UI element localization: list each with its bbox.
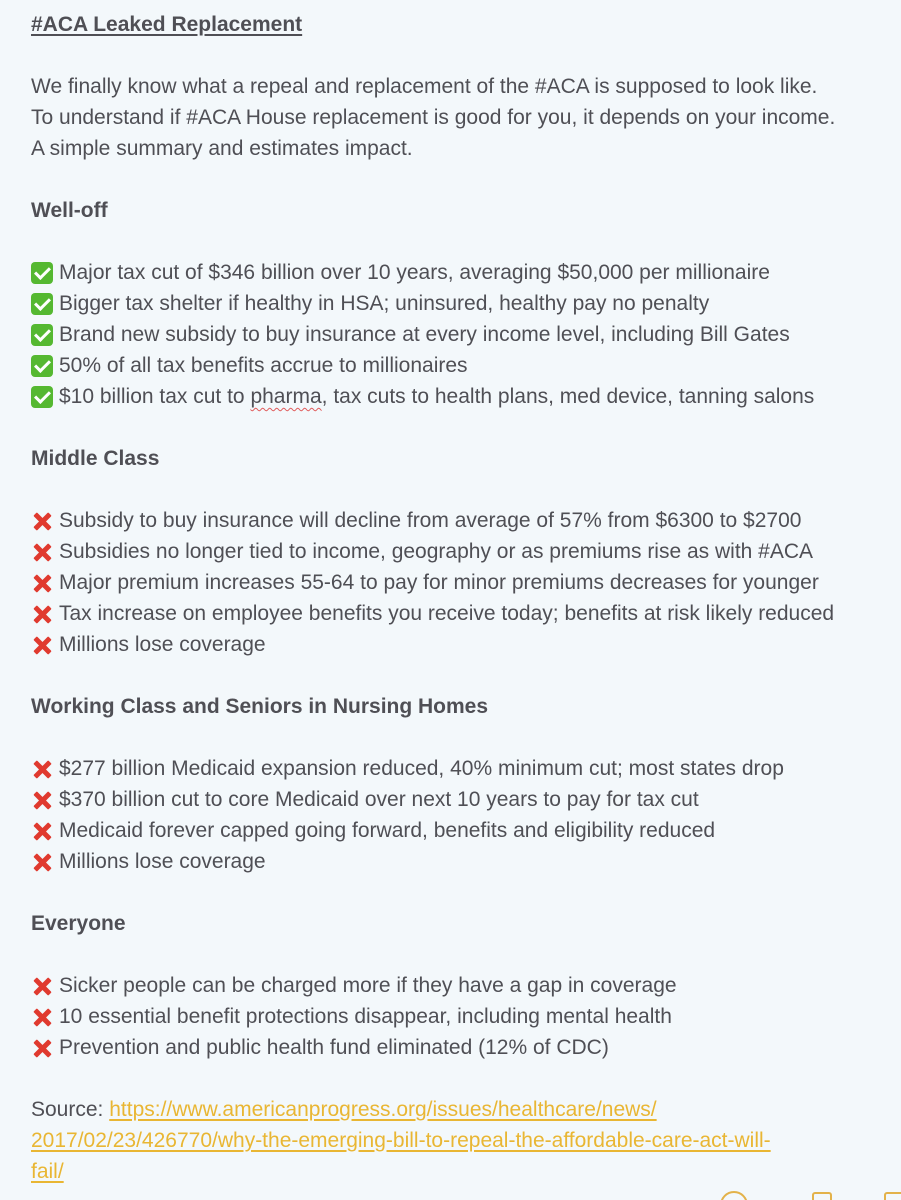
cross-mark-icon: [31, 510, 53, 532]
list-item: [31, 815, 891, 846]
source-line: [31, 1094, 891, 1187]
cross-mark-icon: [31, 975, 53, 997]
list-item: [31, 350, 891, 381]
bottom-toolbar-partial: [0, 1190, 901, 1200]
spacer: [31, 226, 891, 257]
well-off-list: [31, 257, 891, 412]
spacer: [31, 474, 891, 505]
spacer: [31, 164, 891, 195]
list-item: [31, 567, 891, 598]
circle-icon[interactable]: [720, 1191, 748, 1200]
item-text: 50% of all tax benefits accrue to millionaires: [59, 354, 468, 377]
note-body: [31, 9, 891, 1187]
section-heading-everyone: Everyone: [31, 912, 126, 935]
list-item: [31, 319, 891, 350]
item-text: Subsidy to buy insurance will decline from average of 57% from $6300 to $2700: [59, 509, 802, 532]
spacer: [31, 939, 891, 970]
spacer: [31, 660, 891, 691]
item-text: Tax increase on employee benefits you receive today; benefits at risk likely reduced: [59, 602, 835, 625]
list-item: [31, 1001, 891, 1032]
working-class-list: [31, 753, 891, 877]
check-mark-icon: [31, 355, 53, 377]
source-label: Source:: [31, 1098, 110, 1121]
item-text: Brand new subsidy to buy insurance at every income level, including Bill Gates: [59, 323, 790, 346]
list-item: [31, 598, 891, 629]
list-item: [31, 381, 891, 412]
item-text: Bigger tax shelter if healthy in HSA; uninsured, healthy pay no penalty: [59, 292, 710, 315]
cross-mark-icon: [31, 603, 53, 625]
cross-mark-icon: [31, 572, 53, 594]
item-text-start: $10 billion tax cut to: [59, 385, 251, 408]
spellcheck-flagged-word[interactable]: pharma: [250, 385, 322, 408]
middle-class-list: [31, 505, 891, 660]
everyone-list: [31, 970, 891, 1063]
cross-mark-icon: [31, 789, 53, 811]
intro-line: To understand if #ACA House replacement is good for you, it depends on your income.: [31, 106, 836, 129]
list-item: [31, 629, 891, 660]
source-link-part[interactable]: 2017/02/23/426770/why-the-emerging-bill-to-repeal-the-affordable-care-act-will-: [31, 1129, 771, 1152]
source-link-part[interactable]: https://www.americanprogress.org/issues/healthcare/news/: [109, 1098, 657, 1121]
spacer: [31, 1063, 891, 1094]
list-item: [31, 970, 891, 1001]
list-item: [31, 505, 891, 536]
list-item: [31, 536, 891, 567]
list-item: [31, 1032, 891, 1063]
note-title: #ACA Leaked Replacement: [31, 13, 303, 36]
item-text: 10 essential benefit protections disappear, including mental health: [59, 1005, 672, 1028]
cross-mark-icon: [31, 1037, 53, 1059]
list-item: [31, 257, 891, 288]
cross-mark-icon: [31, 541, 53, 563]
spacer: [31, 412, 891, 443]
list-item: [31, 288, 891, 319]
check-mark-icon: [31, 386, 53, 408]
check-mark-icon: [31, 293, 53, 315]
spacer: [31, 877, 891, 908]
item-text: Subsidies no longer tied to income, geography or as premiums rise as with #ACA: [59, 540, 814, 563]
item-text: $277 billion Medicaid expansion reduced, 40% minimum cut; most states drop: [59, 757, 784, 780]
item-text: $370 billion cut to core Medicaid over next 10 years to pay for tax cut: [59, 788, 699, 811]
cross-mark-icon: [31, 820, 53, 842]
item-text: Major premium increases 55-64 to pay for minor premiums decreases for younger: [59, 571, 819, 594]
check-mark-icon: [31, 262, 53, 284]
source-link-part[interactable]: fail/: [31, 1160, 64, 1183]
cross-mark-icon: [31, 634, 53, 656]
item-text: Sicker people can be charged more if they have a gap in coverage: [59, 974, 677, 997]
section-heading-working-class: Working Class and Seniors in Nursing Homes: [31, 695, 489, 718]
square-icon[interactable]: [884, 1192, 901, 1200]
list-item: [31, 753, 891, 784]
source-link[interactable]: [31, 1098, 771, 1183]
section-heading-middle-class: Middle Class: [31, 447, 160, 470]
item-text: Medicaid forever capped going forward, benefits and eligibility reduced: [59, 819, 716, 842]
cross-mark-icon: [31, 851, 53, 873]
spacer: [31, 722, 891, 753]
item-text: Major tax cut of $346 billion over 10 years, averaging $50,000 per millionaire: [59, 261, 770, 284]
check-mark-icon: [31, 324, 53, 346]
item-text-end: , tax cuts to health plans, med device, tanning salons: [321, 385, 815, 408]
intro-paragraph: [31, 71, 891, 164]
item-text: Millions lose coverage: [59, 633, 266, 656]
section-heading-well-off: Well-off: [31, 199, 108, 222]
intro-line: A simple summary and estimates impact.: [31, 137, 413, 160]
item-text: Millions lose coverage: [59, 850, 266, 873]
intro-line: We finally know what a repeal and replacement of the #ACA is supposed to look like.: [31, 75, 818, 98]
cross-mark-icon: [31, 1006, 53, 1028]
list-item: [31, 846, 891, 877]
spacer: [31, 40, 891, 71]
square-icon[interactable]: [812, 1192, 832, 1200]
list-item: [31, 784, 891, 815]
cross-mark-icon: [31, 758, 53, 780]
item-text: Prevention and public health fund eliminated (12% of CDC): [59, 1036, 609, 1059]
